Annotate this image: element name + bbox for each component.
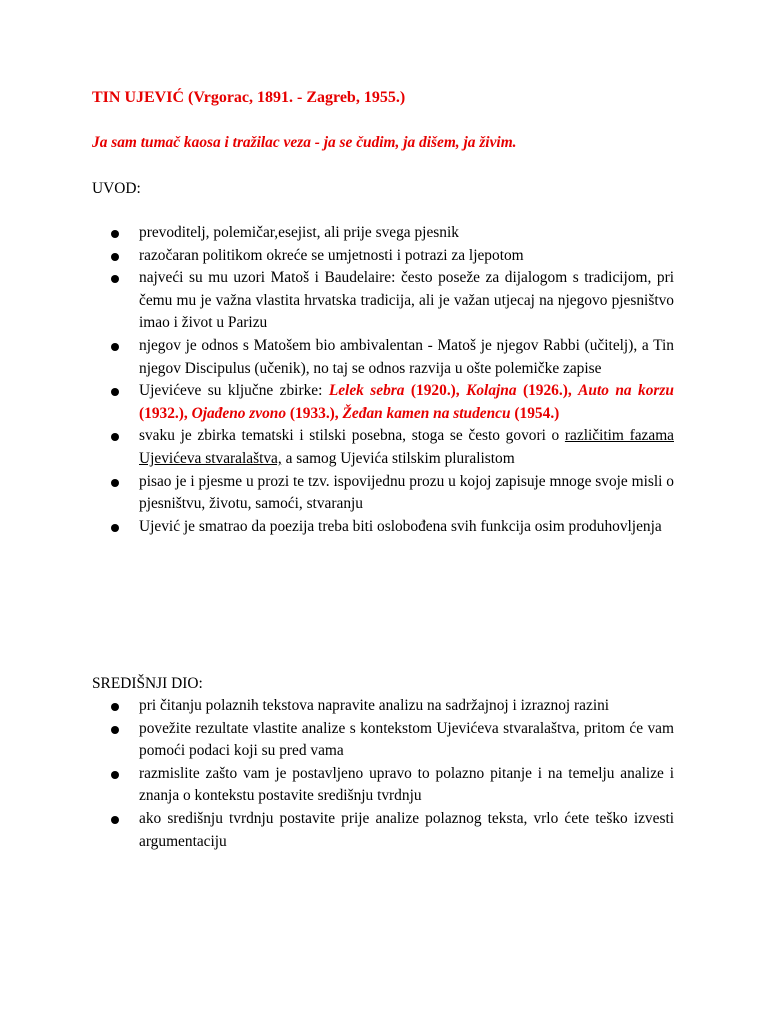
- book-year: (1926.),: [516, 382, 579, 400]
- book-title: Auto na korzu: [578, 382, 674, 400]
- page-title: TIN UJEVIĆ (Vrgorac, 1891. - Zagreb, 1955.): [92, 89, 406, 106]
- list-item-text: Ujević je smatrao da poezija treba biti oslobođena svih funkcija osim produhovljenja: [139, 517, 662, 535]
- bullet-icon: [111, 253, 119, 261]
- list-item: [108, 267, 674, 335]
- bullet-icon: [111, 230, 119, 238]
- book-year: (1920.),: [404, 382, 467, 400]
- list-item: [108, 718, 674, 763]
- section-heading-uvod: UVOD:: [92, 180, 141, 197]
- list-item-text: ako središnju tvrdnju postavite prije analize polaznog teksta, vrlo ćete teško izvesti argumentaciju: [139, 809, 674, 850]
- underlined-phrase: različitim fazama Ujevićeva stvaralaštva,: [139, 427, 674, 467]
- list-item: [108, 763, 674, 808]
- bullet-icon: [111, 771, 119, 779]
- phases-prefix: svaku je zbirka tematski i stilski posebna, stoga se često govori o: [139, 427, 565, 445]
- book-title: Ojađeno zvono: [191, 404, 287, 422]
- bullet-icon: [111, 816, 119, 824]
- list-item: [108, 222, 674, 245]
- bullet-icon: [111, 388, 119, 396]
- list-item-text: povežite rezultate vlastite analize s kontekstom Ujevićeva stvaralaštva, pritom će vam pomoći podaci koji su pred vama: [139, 719, 674, 760]
- bullet-icon: [111, 343, 119, 351]
- bullet-icon: [111, 433, 119, 441]
- list-item: [108, 335, 674, 380]
- bullet-icon: [111, 275, 119, 283]
- sredisnji-list: [108, 695, 674, 853]
- list-item-phases: [108, 425, 674, 470]
- list-item-text: razmislite zašto vam je postavljeno upravo to polazno pitanje i na temelju analize i znanja o kontekstu postavite središnju tvrdnju: [139, 764, 674, 805]
- collections-prefix: Ujevićeve su ključne zbirke:: [139, 382, 329, 400]
- section-heading-sredisnji: SREDIŠNJI DIO:: [92, 675, 203, 692]
- list-item: [108, 695, 674, 718]
- list-item-text: prevoditelj, polemičar,esejist, ali prije svega pjesnik: [139, 224, 459, 241]
- list-item: [108, 516, 674, 539]
- list-item: [108, 245, 674, 268]
- list-item-text: najveći su mu uzori Matoš i Baudelaire: često poseže za dijalogom s tradicijom, pri čemu mu je važna vlastita hrvatska tradicija, ali je važan utjecaj na njegovo pjesništvo imao i život u Parizu: [139, 269, 674, 332]
- bullet-icon: [111, 524, 119, 532]
- list-item-collections: [108, 380, 674, 425]
- bullet-icon: [111, 726, 119, 734]
- phases-suffix: a samog Ujevića stilskim pluralistom: [281, 449, 515, 467]
- list-item-text: pisao je i pjesme u prozi te tzv. ispovijednu prozu u kojoj zapisuje mnoge svoje misli o pjesništvu, životu, samoći, stvaranju: [139, 472, 674, 513]
- book-year: (1933.),: [286, 404, 343, 422]
- bullet-icon: [111, 703, 119, 711]
- book-title: Kolajna: [466, 382, 517, 400]
- list-item: [108, 808, 674, 853]
- book-title: Lelek sebra: [328, 382, 405, 400]
- book-year: (1932.),: [139, 404, 192, 422]
- list-item: [108, 471, 674, 516]
- uvod-list: [108, 222, 674, 538]
- bullet-icon: [111, 479, 119, 487]
- motto-quote: Ja sam tumač kaosa i tražilac veza - ja se čudim, ja dišem, ja živim.: [92, 134, 517, 151]
- list-item-text: pri čitanju polaznih tekstova napravite analizu na sadržajnoj i izraznoj razini: [139, 697, 610, 714]
- list-item-text: njegov je odnos s Matošem bio ambivalentan - Matoš je njegov Rabbi (učitelj), a Tin njegov Discipulus (učenik), no taj se odnos razvija u ošte polemičke zapise: [139, 336, 674, 377]
- list-item-text: razočaran politikom okreće se umjetnosti i potrazi za ljepotom: [139, 246, 524, 264]
- book-title: Žeđan kamen na studencu: [342, 404, 511, 422]
- book-year: (1954.): [510, 404, 560, 422]
